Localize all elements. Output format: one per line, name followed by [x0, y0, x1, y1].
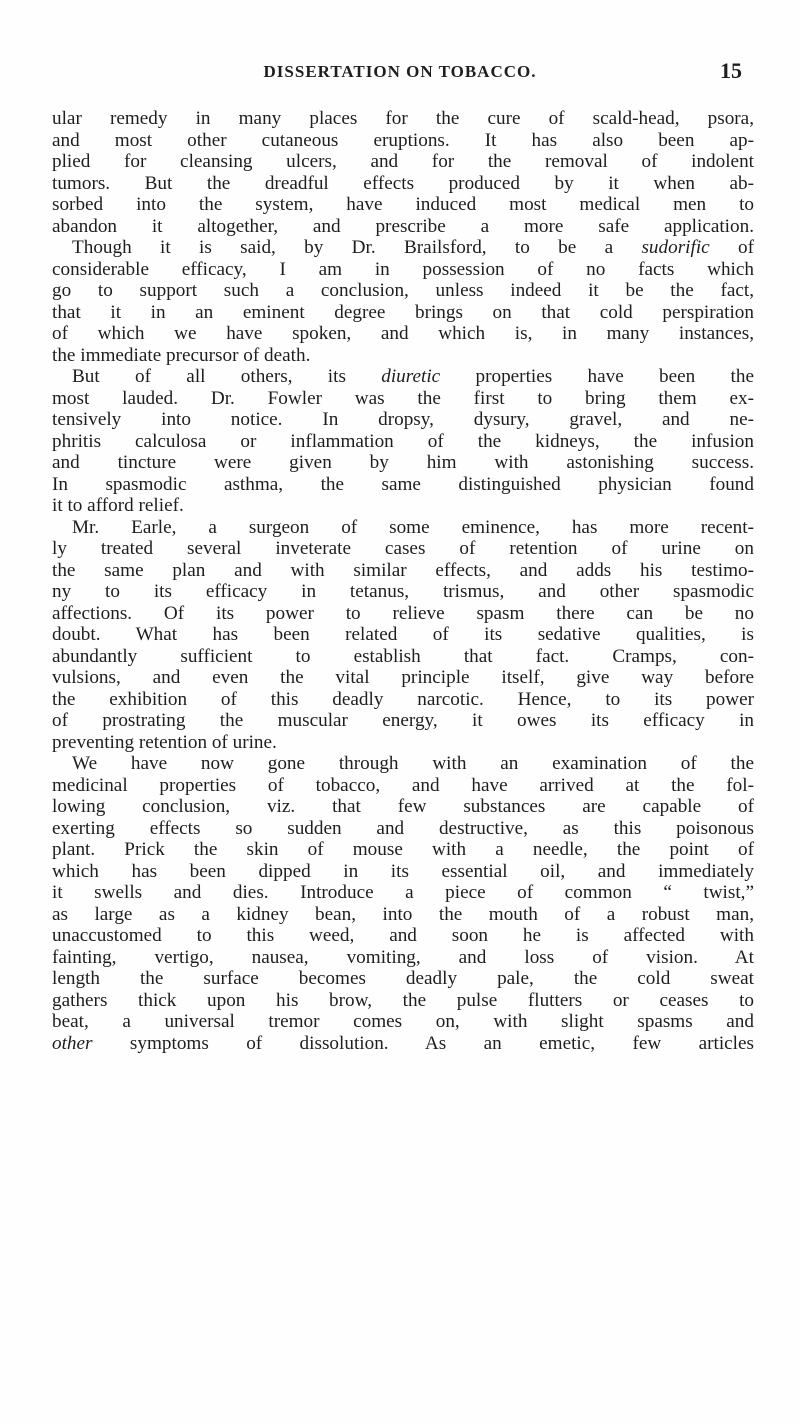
- text-line: tumors. But the dreadful effects produced by it when ab-: [52, 172, 754, 194]
- text-line: it swells and dies. Introduce a piece of common “ twist,”: [52, 882, 754, 903]
- text-line: of which we have spoken, and which is, in many instances,: [52, 323, 754, 344]
- text-line: phritis calculosa or inflammation of the kidneys, the infusion: [52, 430, 754, 452]
- page-number: 15: [720, 58, 742, 83]
- text-line: Mr. Earle, a surgeon of some eminence, has more recent-: [72, 516, 754, 538]
- text-line: considerable efficacy, I am in possession of no facts which: [52, 258, 754, 280]
- text-line: affections. Of its power to relieve spasm there can be no: [52, 602, 754, 624]
- text-line: exerting effects so sudden and destructive, as this poisonous: [52, 817, 754, 839]
- text-line: as large as a kidney bean, into the mouth of a robust man,: [52, 903, 754, 925]
- text-line: abundantly sufficient to establish that fact. Cramps, con-: [52, 645, 754, 667]
- text-line: abandon it altogether, and prescribe a more safe application.: [52, 215, 754, 237]
- text-line: other symptoms of dissolution. As an emetic, few articles: [52, 1032, 754, 1054]
- text-line: We have now gone through with an examination of the: [72, 753, 754, 774]
- text-line: In spasmodic asthma, the same distinguished physician found: [52, 473, 754, 495]
- text-line: vulsions, and even the vital principle itself, give way before: [52, 667, 754, 688]
- text-line: the same plan and with similar effects, and adds his testimo-: [52, 559, 754, 581]
- text-line: of prostrating the muscular energy, it owes its efficacy in: [52, 710, 754, 731]
- text-line: gathers thick upon his brow, the pulse flutters or ceases to: [52, 989, 754, 1011]
- text-line: plant. Prick the skin of mouse with a needle, the point of: [52, 839, 754, 860]
- text-line: the exhibition of this deadly narcotic. Hence, to its power: [52, 688, 754, 710]
- text-line: go to support such a conclusion, unless indeed it be the fact,: [52, 280, 754, 301]
- text-line: plied for cleansing ulcers, and for the removal of indolent: [52, 151, 754, 172]
- text-line: beat, a universal tremor comes on, with slight spasms and: [52, 1011, 754, 1032]
- text-line: ly treated several inveterate cases of retention of urine on: [52, 538, 754, 559]
- text-line: unaccustomed to this weed, and soon he is affected with: [52, 925, 754, 946]
- text-line: preventing retention of urine.: [52, 731, 277, 753]
- text-line: ny to its efficacy in tetanus, trismus, and other spasmodic: [52, 581, 754, 602]
- text-line: which has been dipped in its essential oil, and immediately: [52, 860, 754, 882]
- body-text: [52, 108, 754, 1054]
- text-line: and most other cutaneous eruptions. It has also been ap-: [52, 129, 754, 151]
- text-line: it to afford relief.: [52, 495, 184, 516]
- text-line: ular remedy in many places for the cure of scald-head, psora,: [52, 108, 754, 129]
- text-line: length the surface becomes deadly pale, the cold sweat: [52, 968, 754, 989]
- running-head: DISSERTATION ON TOBACCO.: [263, 62, 537, 81]
- text-line: But of all others, its diuretic properties have been the: [72, 366, 754, 387]
- text-line: fainting, vertigo, nausea, vomiting, and loss of vision. At: [52, 946, 754, 968]
- text-line: lowing conclusion, viz. that few substances are capable of: [52, 796, 754, 817]
- text-line: doubt. What has been related of its sedative qualities, is: [52, 624, 754, 645]
- text-line: medicinal properties of tobacco, and have arrived at the fol-: [52, 774, 754, 796]
- text-line: sorbed into the system, have induced most medical men to: [52, 194, 754, 215]
- text-line: most lauded. Dr. Fowler was the first to bring them ex-: [52, 387, 754, 409]
- text-line: that it in an eminent degree brings on that cold perspiration: [52, 301, 754, 323]
- text-line: the immediate precursor of death.: [52, 344, 311, 366]
- text-line: Though it is said, by Dr. Brailsford, to be a sudorific of: [72, 237, 754, 258]
- text-line: tensively into notice. In dropsy, dysury, gravel, and ne-: [52, 409, 754, 430]
- text-line: and tincture were given by him with astonishing success.: [52, 452, 754, 473]
